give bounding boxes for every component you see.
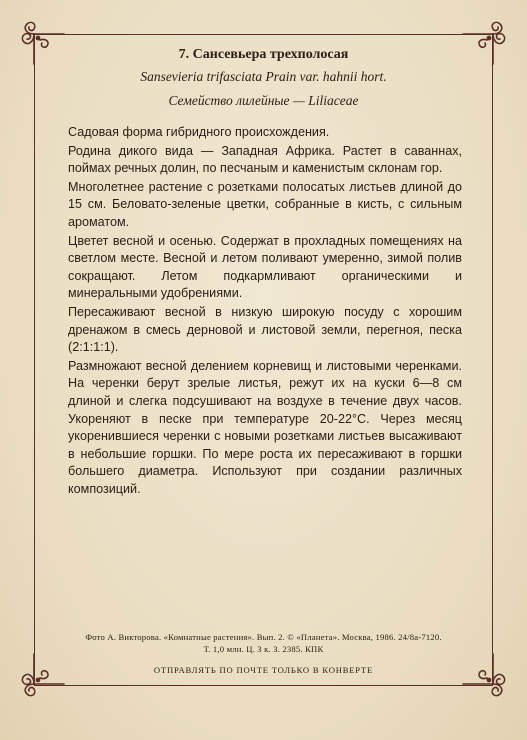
photo-credits: Фото А. Викторова. «Комнатные растения». Вып. 2. © «Планета». Москва, 1986. 24/8а-7120.: [85, 632, 442, 642]
description-text: [68, 124, 462, 499]
paragraph-description: Многолетнее растение с розетками полосатых листьев длиной до 15 см. Беловато-зеленые цветки, собранные в кисть, с сильным ароматом.: [68, 179, 462, 229]
paragraph-propagation: Размножают весной делением корневищ и листовыми черенками. На черенки берут зрелые листья, режут их на куски 6—8 см длиной и слегка подсушивают на воздухе в течение двух часов. Укореняют в песке при температуре 20-22°С. Через месяц укоренившиеся черенки с новыми розетками листьев высаживают в небольшие горшки. По мере роста их пересаживают в горшки большего диаметра. Используют при создании различных композиций.: [68, 358, 462, 496]
mail-instruction: ОТПРАВЛЯТЬ ПО ПОЧТЕ ТОЛЬКО В КОНВЕРТЕ: [153, 665, 374, 675]
latin-name: Sansevieria trifasciata Prain var. hahnii hort.: [140, 69, 387, 84]
plant-header: [60, 46, 467, 109]
plant-family: Семейство лилейные — Liliaceae: [168, 93, 359, 108]
ornamental-corner-icon: [461, 20, 507, 66]
print-info: Т. 1,0 млн. Ц. 3 к. З. 2385. КПК: [203, 644, 324, 654]
paragraph-homeland: Родина дикого вида — Западная Африка. Растет в саваннах, поймах речных долин, по песчаным и каменистым склонам гор.: [68, 143, 462, 176]
paragraph-repotting: Пересаживают весной в низкую широкую посуду с хорошим дренажом в смесь дерновой и листовой земли, перегноя, песка (2:1:1:1).: [68, 304, 462, 355]
paragraph-origin-form: Садовая форма гибридного происхождения.: [68, 125, 330, 139]
publication-footer: [44, 631, 483, 676]
paragraph-care: Цветет весной и осенью. Содержат в прохладных помещениях на светлом месте. Весной и летом поливают умеренно, зимой полив сокращают. Летом подкармливают органическими и минеральными удобрениями.: [68, 233, 462, 301]
plant-title: 7. Сансевьера трехполосая: [178, 47, 349, 62]
